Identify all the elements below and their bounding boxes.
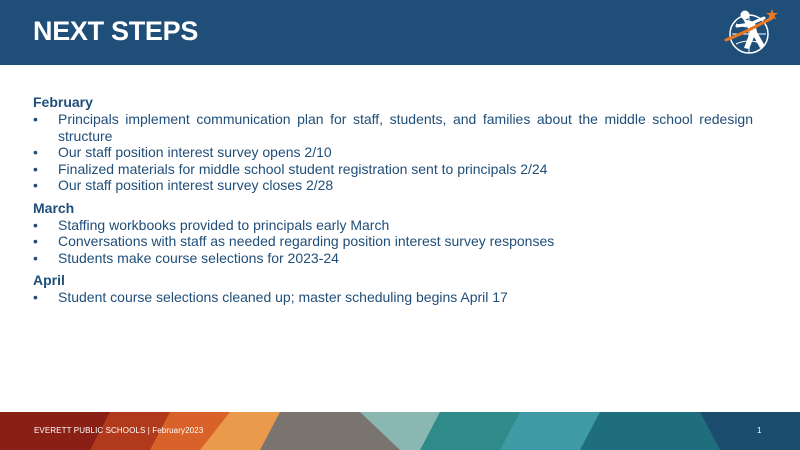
bullet-icon: • — [33, 249, 38, 266]
list-item-text: Students make course selections for 2023-24 — [58, 249, 339, 266]
list-item — [33, 111, 753, 144]
bullet-icon: • — [33, 144, 38, 160]
bullet-list — [33, 289, 753, 306]
footer-text — [34, 426, 203, 435]
section-april — [33, 273, 753, 306]
header-bar — [0, 0, 800, 65]
section-heading: April — [33, 272, 65, 288]
bullet-icon: • — [33, 289, 38, 305]
content-area — [33, 95, 753, 313]
list-item-text: Student course selections cleaned up; master scheduling begins April 17 — [58, 289, 508, 305]
section-heading: March — [33, 199, 75, 216]
list-item — [33, 289, 753, 306]
bullet-icon: • — [33, 111, 38, 127]
page-number: 1 — [757, 426, 762, 435]
list-item — [33, 144, 753, 161]
section-february — [33, 95, 753, 194]
section-heading: February — [33, 94, 93, 110]
page-title: NEXT STEPS — [33, 16, 199, 46]
bullet-icon: • — [33, 177, 38, 193]
list-item — [33, 177, 753, 194]
list-item-text: Principals implement communication plan for staff, students, and families about the middle school redesign structure — [58, 111, 753, 144]
everett-public-schools-logo-icon — [720, 4, 780, 62]
list-item-text: Staffing workbooks provided to principals early March — [58, 216, 390, 233]
bullet-icon: • — [33, 160, 38, 177]
bullet-list — [33, 217, 753, 267]
list-item-text: Finalized materials for middle school student registration sent to principals 2/24 — [58, 160, 548, 177]
section-march — [33, 201, 753, 267]
list-item — [33, 217, 753, 234]
list-item — [33, 161, 753, 178]
footer-org: EVERETT PUBLIC SCHOOLS — [34, 426, 146, 435]
footer-date: February2023 — [152, 426, 204, 435]
list-item-text: Our staff position interest survey opens 2/10 — [58, 144, 332, 160]
list-item — [33, 250, 753, 267]
footer-separator: | — [147, 426, 150, 435]
list-item-text: Our staff position interest survey closes 2/28 — [58, 177, 334, 193]
bullet-list — [33, 111, 753, 194]
bullet-icon: • — [33, 216, 38, 233]
bullet-icon: • — [33, 233, 38, 249]
list-item-text: Conversations with staff as needed regarding position interest survey responses — [58, 233, 555, 249]
list-item — [33, 233, 753, 250]
